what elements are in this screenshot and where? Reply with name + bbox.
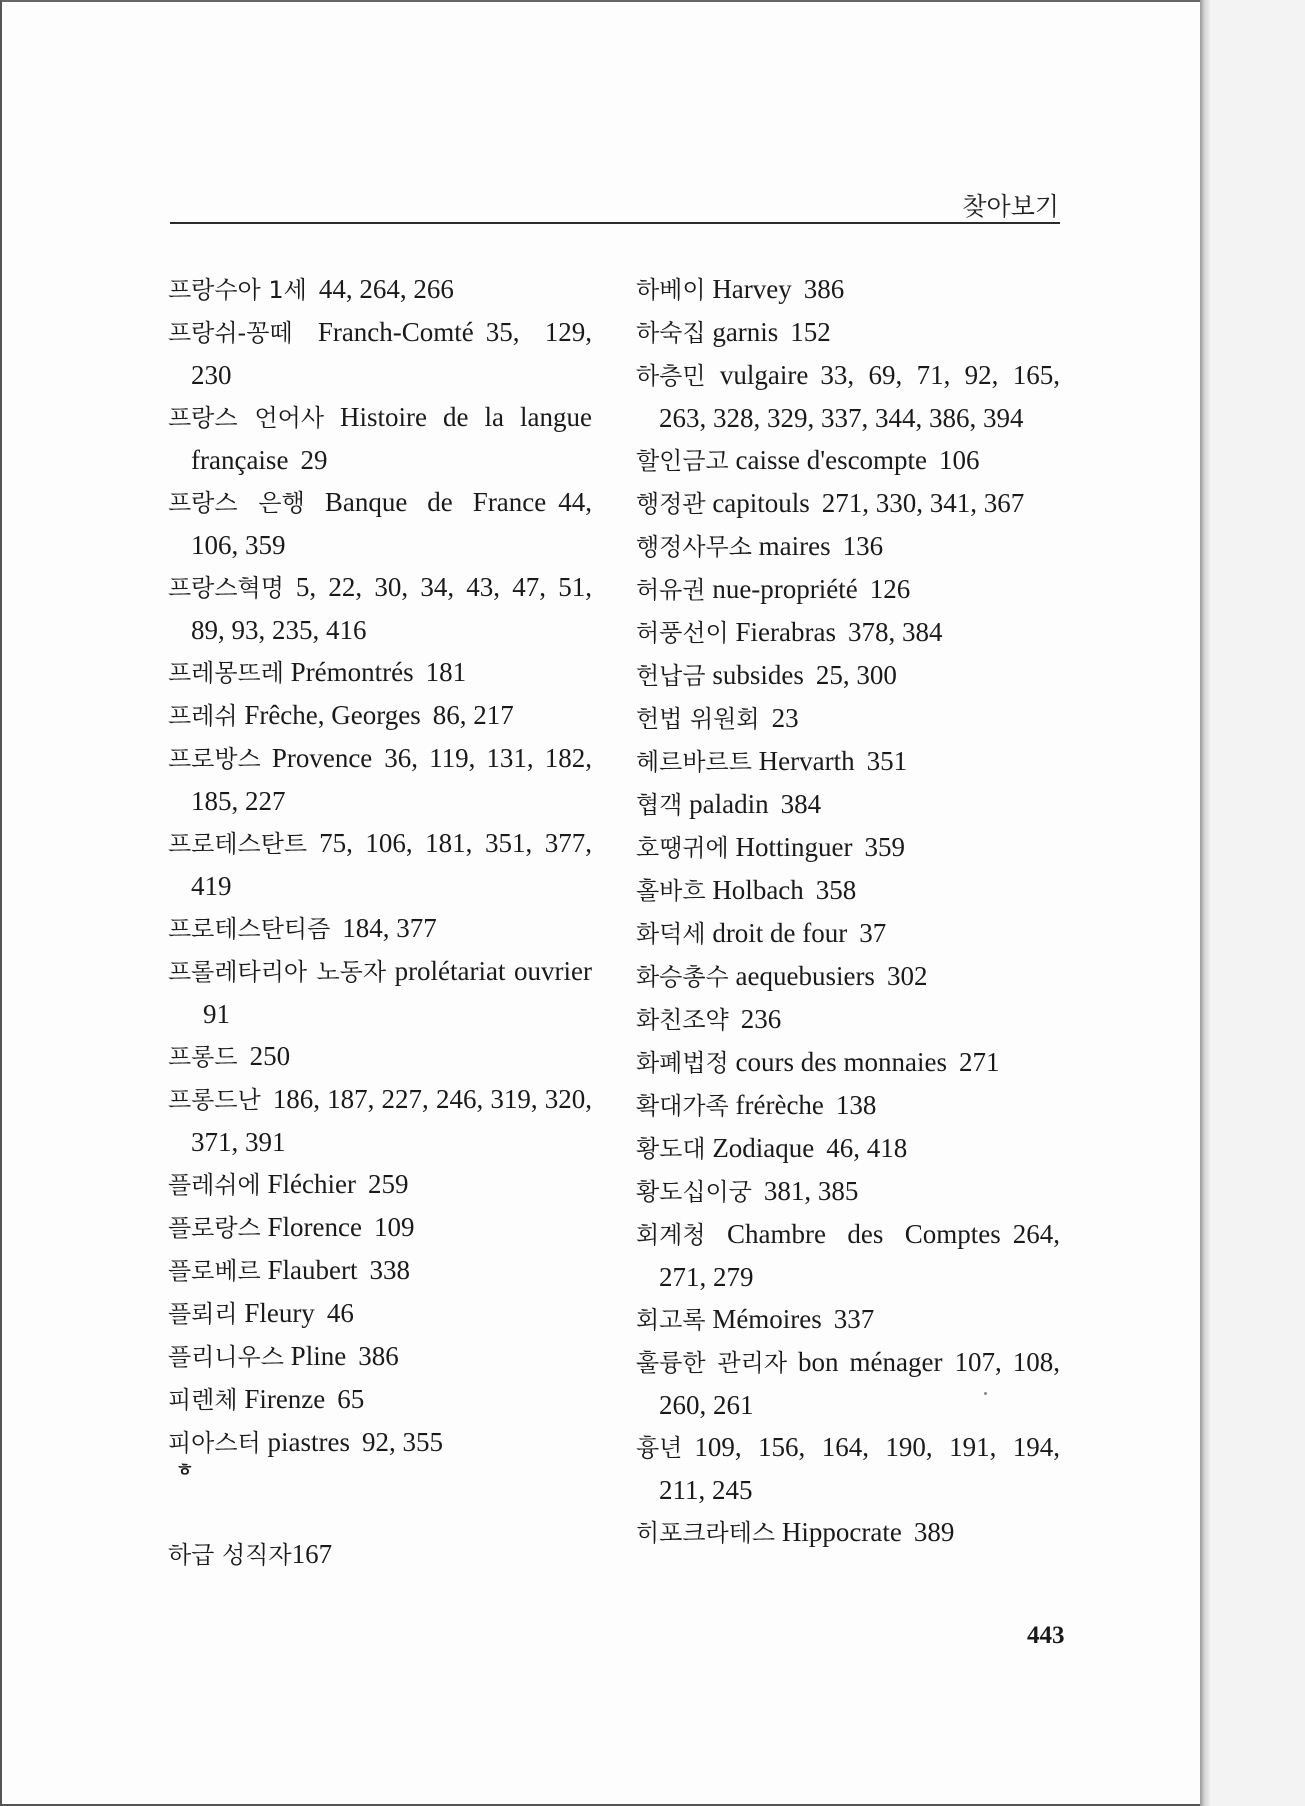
entry-korean: 프랑쉬-꽁떼 [168,319,293,347]
entry-korean: 하급 성직자 [168,1541,292,1569]
entry-foreign: Pline [290,1341,347,1371]
entry-pages: 386 [358,1341,399,1371]
entry-korean: 홀바흐 [636,877,706,905]
entry-korean: 플뢰리 [168,1300,238,1328]
entry-foreign: Hottinguer [735,832,853,862]
index-entry [168,566,592,651]
entry-foreign: Frêche, Georges [244,700,421,730]
entry-foreign: nue-propriété [712,574,858,604]
index-entry [168,311,592,396]
index-entry [636,268,1060,311]
entry-korean: 협객 [636,791,683,819]
header-rule [170,222,1060,224]
index-entry [636,1084,1060,1127]
entry-korean: 행정사무소 [636,533,752,561]
index-entry [636,912,1060,955]
entry-korean: 헌납금 [636,662,706,690]
index-entry [168,1035,592,1078]
entry-foreign: Fléchier [267,1169,356,1199]
entry-foreign: Hervarth [758,746,855,776]
entry-foreign: Fleury [244,1298,315,1328]
index-entry [168,396,592,481]
entry-pages: 33, 69, 71, 92, 165, 263, 328, 329, 337, 344, 386, 394 [659,360,1060,433]
entry-pages: 358 [815,875,857,905]
entry-pages: 259 [367,1169,409,1199]
entry-pages: 25, 300 [815,660,897,690]
index-entry [168,1078,592,1163]
index-entry [168,1249,592,1292]
entry-foreign: bon ménager [798,1347,943,1377]
entry-korean: 프로테스탄트 [168,830,308,858]
index-entry [636,525,1060,568]
index-entry [636,1511,1060,1554]
entry-foreign: capitouls [712,488,810,518]
viewer-background [1210,0,1305,1806]
index-column-right [636,268,1060,1554]
entry-pages: 351 [866,746,908,776]
entry-korean: 허유권 [636,576,706,604]
entry-korean: 화폐법정 [636,1049,729,1077]
entry-korean: 하베이 [636,276,706,304]
entry-pages: 338 [369,1255,410,1285]
index-entry [636,826,1060,869]
running-header: 찾아보기 [962,192,1059,221]
entry-pages: 302 [886,961,928,991]
entry-pages: 186, 187, 227, 246, 319, 320, 371, 391 [191,1084,592,1157]
entry-pages: 92, 355 [361,1427,443,1457]
entry-pages: 271 [958,1047,1000,1077]
entry-pages: 152 [790,317,831,347]
index-entry [636,1041,1060,1084]
entry-pages: 46, 418 [826,1133,908,1163]
entry-korean: 화승총수 [636,963,729,991]
entry-pages: 337 [833,1304,875,1334]
entry-korean: 확대가족 [636,1092,729,1120]
entry-pages: 136 [842,531,884,561]
entry-korean: 화친조약 [636,1006,729,1034]
index-entry [636,1170,1060,1213]
entry-korean: 할인금고 [636,447,729,475]
entry-foreign: vulgaire [719,360,809,390]
entry-pages: 250 [249,1041,291,1071]
scan-speck [984,1392,987,1395]
index-entry [636,1298,1060,1341]
entry-foreign: garnis [712,317,779,347]
index-entry [168,1533,332,1576]
entry-pages: 86, 217 [432,700,514,730]
entry-pages: 264, 271, 279 [659,1219,1060,1292]
entry-korean: 플리니우스 [168,1343,284,1371]
index-entry [168,481,592,566]
entry-pages: 359 [864,832,905,862]
entry-pages: 44, 264, 266 [318,274,454,304]
entry-foreign: caisse d'escompte [735,445,928,475]
index-entry [168,1292,592,1335]
entry-foreign: Hippocrate [781,1517,902,1547]
entry-foreign: Provence [271,743,373,773]
page-number: 443 [1027,1622,1065,1649]
entry-pages: 389 [913,1517,955,1547]
entry-foreign: Fierabras [735,617,836,647]
index-entry [636,354,1060,439]
entry-foreign: Franch-Comté [317,317,474,347]
index-entry [168,1421,592,1464]
entry-korean: 프로방스 [168,745,261,773]
entry-korean: 프랑스혁명 [168,574,284,602]
entry-korean: 회계청 [636,1221,706,1249]
entry-korean: 프랑수아 1세 [168,276,307,304]
entry-foreign: aequebusiers [735,961,875,991]
entry-korean: 프랑스 언어사 [168,404,324,432]
entry-korean: 흉년 [636,1434,683,1462]
entry-pages: 109 [373,1212,415,1242]
entry-foreign: Banque de France [324,487,547,517]
entry-pages: 65 [337,1384,365,1414]
section-letter: ㅎ [176,1460,194,1481]
entry-korean: 프레쉬 [168,702,238,730]
entry-korean: 피아스터 [168,1429,261,1457]
entry-pages: 37 [859,918,887,948]
index-entry [636,439,1060,482]
entry-korean: 하숙집 [636,319,706,347]
entry-pages: 381, 385 [763,1176,859,1206]
entry-korean: 프레몽뜨레 [168,659,284,687]
entry-pages: 75, 106, 181, 351, 377, 419 [191,828,592,901]
entry-korean: 허풍선이 [636,619,729,647]
index-entry [636,869,1060,912]
entry-korean: 플로베르 [168,1257,261,1285]
page-edge-shadow [1200,0,1210,1806]
entry-foreign: paladin [689,789,769,819]
index-entry [168,822,592,907]
entry-pages: 126 [869,574,911,604]
entry-foreign: Mémoires [712,1304,822,1334]
index-entry [168,694,592,737]
index-entry [636,740,1060,783]
entry-foreign: Florence [267,1212,362,1242]
entry-pages: 167 [291,1539,333,1569]
entry-foreign: piastres [267,1427,350,1457]
entry-korean: 하층민 [636,362,706,390]
entry-pages: 106 [939,445,980,475]
index-entry [168,1206,592,1249]
index-entry [168,1163,592,1206]
entry-korean: 호땡귀에 [636,834,729,862]
index-entry [636,1213,1060,1298]
entry-foreign: Zodiaque [712,1133,815,1163]
entry-foreign: prolétariat ouvrier [394,956,592,986]
entry-foreign: maires [758,531,831,561]
entry-korean: 헤르바르트 [636,748,752,776]
index-entry [168,737,592,822]
entry-foreign: Flaubert [267,1255,358,1285]
entry-foreign: cours des monnaies [735,1047,947,1077]
index-entry [636,783,1060,826]
index-entry [636,1127,1060,1170]
entry-pages: 44, 106, 359 [191,487,593,560]
entry-pages: 107, 108, 260, 261 [659,1347,1060,1420]
entry-korean: 헌법 위원회 [636,705,760,733]
entry-foreign: Holbach [712,875,804,905]
entry-foreign: Firenze [244,1384,326,1414]
entry-foreign: frérèche [735,1090,824,1120]
entry-pages: 138 [835,1090,877,1120]
entry-foreign: Chambre des Comptes [726,1219,1001,1249]
index-entry [636,697,1060,740]
entry-pages: 36, 119, 131, 182, 185, 227 [191,743,593,816]
entry-pages: 384 [780,789,822,819]
entry-pages: 46 [326,1298,354,1328]
index-entry [636,998,1060,1041]
entry-pages: 386 [803,274,845,304]
entry-pages: 271, 330, 341, 367 [821,488,1025,518]
entry-korean: 훌륭한 관리자 [636,1349,787,1377]
index-entry [168,1335,592,1378]
entry-korean: 프롤레타리아 노동자 [168,958,387,986]
entry-korean: 프랑스 은행 [168,489,305,517]
entry-korean: 프롱드 [168,1043,238,1071]
entry-korean: 행정관 [636,490,706,518]
entry-pages: 184, 377 [342,913,437,943]
entry-korean: 프로테스탄티즘 [168,915,331,943]
index-entry [636,1341,1060,1426]
entry-pages: 5, 22, 30, 34, 43, 47, 51, 89, 93, 235, 416 [191,572,592,645]
entry-pages: 378, 384 [847,617,943,647]
entry-foreign: Histoire de la langue française [191,402,592,475]
entry-korean: 황도대 [636,1135,706,1163]
entry-korean: 히포크라테스 [636,1519,776,1547]
entry-foreign: Prémontrés [290,657,414,687]
entry-pages: 23 [771,703,799,733]
entry-korean: 회고록 [636,1306,706,1334]
entry-korean: 화덕세 [636,920,706,948]
index-entry [636,482,1060,525]
index-entry [168,268,592,311]
entry-foreign: droit de four [712,918,848,948]
index-entry [168,950,592,1035]
entry-pages: 236 [740,1004,782,1034]
index-column-left [168,268,592,1464]
entry-pages: 181 [425,657,467,687]
entry-korean: 플레쉬에 [168,1171,261,1199]
index-entry [636,568,1060,611]
entry-korean: 황도십이궁 [636,1178,752,1206]
index-entry [636,955,1060,998]
index-entry [636,311,1060,354]
entry-foreign: Harvey [712,274,792,304]
index-entry [168,1378,592,1421]
entry-korean: 프롱드난 [168,1086,261,1114]
index-entry [636,654,1060,697]
entry-pages: 91 [203,999,230,1029]
entry-korean: 피렌체 [168,1386,238,1414]
entry-pages: 29 [300,445,328,475]
index-entry [168,907,592,950]
index-entry [636,1426,1060,1511]
entry-foreign: subsides [712,660,804,690]
entry-pages: 35, 129, 230 [191,317,592,390]
entry-korean: 플로랑스 [168,1214,261,1242]
entry-pages: 109, 156, 164, 190, 191, 194, 211, 245 [659,1432,1060,1505]
index-entry [168,651,592,694]
index-entry [636,611,1060,654]
